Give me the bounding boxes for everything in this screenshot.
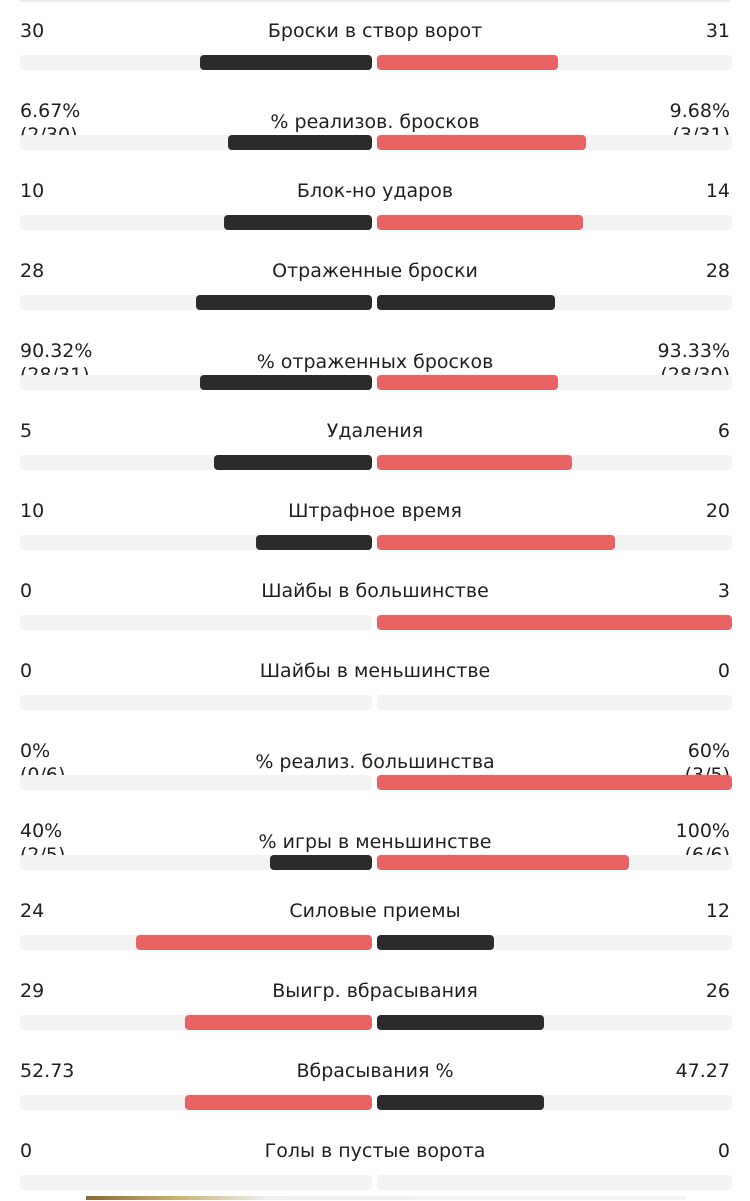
away-bar-track	[377, 55, 732, 70]
stat-row	[0, 721, 750, 801]
away-bar-fill	[377, 455, 572, 470]
home-value-main: 24	[20, 900, 45, 922]
stat-label: % игры в меньшинстве	[258, 831, 492, 853]
away-value	[706, 899, 730, 923]
away-bar-track	[377, 1095, 732, 1110]
away-bar-fill	[377, 935, 494, 950]
away-value	[706, 259, 730, 283]
stat-label: Шайбы в большинстве	[261, 580, 489, 602]
away-value-main: 28	[705, 260, 730, 282]
stat-row	[0, 1, 750, 81]
stat-row	[0, 401, 750, 481]
away-value	[718, 1139, 730, 1163]
away-value-main: 3	[717, 580, 730, 602]
away-value-main: 100%	[675, 820, 730, 842]
home-bar-fill	[200, 375, 372, 390]
home-value-main: 28	[20, 260, 45, 282]
away-value	[706, 499, 730, 523]
away-bar-fill	[377, 1095, 544, 1110]
away-value	[706, 979, 730, 1003]
away-bar-fill	[377, 535, 615, 550]
stat-row	[0, 481, 750, 561]
away-bar-fill	[377, 615, 732, 630]
home-bar-fill	[185, 1015, 372, 1030]
home-bar-track	[20, 935, 372, 950]
away-bar-track	[377, 695, 732, 710]
home-bar-track	[20, 455, 372, 470]
away-value-main: 9.68%	[669, 100, 730, 122]
home-bar-track	[20, 1175, 372, 1190]
stat-label: % реализов. бросков	[270, 111, 480, 133]
away-value	[718, 659, 730, 683]
home-bar-track	[20, 535, 372, 550]
away-bar-fill	[377, 55, 558, 70]
home-bar-fill	[196, 295, 372, 310]
home-bar-track	[20, 215, 372, 230]
home-bar-track	[20, 615, 372, 630]
away-value	[706, 19, 730, 43]
stat-label: Удаления	[326, 420, 424, 442]
away-value-main: 47.27	[675, 1060, 730, 1082]
stat-row	[0, 161, 750, 241]
home-bar-track	[20, 1015, 372, 1030]
away-value	[706, 179, 730, 203]
stat-row	[0, 801, 750, 881]
home-value-main: 0%	[20, 740, 51, 762]
stat-row	[0, 641, 750, 721]
home-bar-track	[20, 135, 372, 150]
away-bar-track	[377, 1015, 732, 1030]
away-value	[676, 1059, 730, 1083]
home-bar-fill	[185, 1095, 372, 1110]
away-bar-track	[377, 535, 732, 550]
stat-row	[0, 1121, 750, 1201]
away-bar-track	[377, 615, 732, 630]
stat-label: Выигр. вбрасывания	[272, 980, 478, 1002]
home-value-main: 30	[20, 20, 45, 42]
away-bar-track	[377, 855, 732, 870]
home-value-main: 10	[20, 180, 45, 202]
away-bar-track	[377, 295, 732, 310]
home-bar-fill	[256, 535, 372, 550]
home-bar-track	[20, 375, 372, 390]
away-bar-track	[377, 375, 732, 390]
stat-row	[0, 241, 750, 321]
stat-row	[0, 1041, 750, 1121]
stat-row	[0, 881, 750, 961]
stat-label: % реализ. большинства	[255, 751, 495, 773]
away-bar-track	[377, 1175, 732, 1190]
stat-label: Штрафное время	[288, 500, 462, 522]
away-bar-fill	[377, 1015, 544, 1030]
stat-row	[0, 961, 750, 1041]
away-value-main: 31	[705, 20, 730, 42]
away-bar-fill	[377, 295, 555, 310]
home-value-main: 6.67%	[20, 100, 81, 122]
home-value-main: 0	[20, 660, 33, 682]
away-value-main: 6	[717, 420, 730, 442]
home-value-main: 90.32%	[20, 340, 93, 362]
away-bar-track	[377, 135, 732, 150]
home-bar-track	[20, 695, 372, 710]
away-bar-track	[377, 455, 732, 470]
away-value-main: 93.33%	[657, 340, 730, 362]
home-value-main: 29	[20, 980, 45, 1002]
away-bar-fill	[377, 775, 732, 790]
away-value-main: 0	[717, 660, 730, 682]
stat-label: Силовые приемы	[289, 900, 461, 922]
away-bar-fill	[377, 375, 558, 390]
away-bar-fill	[377, 855, 629, 870]
stat-row	[0, 321, 750, 401]
away-bar-fill	[377, 215, 583, 230]
bottom-banner-edge	[86, 1196, 686, 1200]
away-value-main: 0	[717, 1140, 730, 1162]
home-bar-track	[20, 1095, 372, 1110]
stat-row	[0, 561, 750, 641]
home-value-main: 0	[20, 1140, 33, 1162]
home-bar-track	[20, 855, 372, 870]
home-bar-fill	[214, 455, 372, 470]
home-value-main: 52.73	[20, 1060, 75, 1082]
away-value-main: 12	[705, 900, 730, 922]
away-bar-track	[377, 215, 732, 230]
stat-label: Отраженные броски	[272, 260, 478, 282]
home-value-main: 0	[20, 580, 33, 602]
away-value	[718, 579, 730, 603]
home-bar-fill	[136, 935, 372, 950]
away-value-main: 14	[705, 180, 730, 202]
away-value	[718, 419, 730, 443]
home-value-main: 40%	[20, 820, 63, 842]
away-bar-track	[377, 935, 732, 950]
away-bar-fill	[377, 135, 586, 150]
home-bar-fill	[224, 215, 372, 230]
home-bar-fill	[200, 55, 372, 70]
home-value-main: 10	[20, 500, 45, 522]
stat-label: Блок-но ударов	[296, 180, 454, 202]
away-value-main: 20	[705, 500, 730, 522]
stat-label: Шайбы в меньшинстве	[259, 660, 491, 682]
away-value-main: 60%	[687, 740, 730, 762]
home-bar-track	[20, 55, 372, 70]
home-bar-track	[20, 775, 372, 790]
stat-row	[0, 81, 750, 161]
stat-label: Вбрасывания %	[296, 1060, 454, 1082]
stat-label: % отраженных бросков	[256, 351, 494, 373]
away-bar-track	[377, 775, 732, 790]
home-bar-fill	[228, 135, 372, 150]
home-value-main: 5	[20, 420, 33, 442]
stat-label: Голы в пустые ворота	[264, 1140, 486, 1162]
home-bar-fill	[270, 855, 372, 870]
stat-label: Броски в створ ворот	[267, 20, 483, 42]
away-value-main: 26	[705, 980, 730, 1002]
home-bar-track	[20, 295, 372, 310]
